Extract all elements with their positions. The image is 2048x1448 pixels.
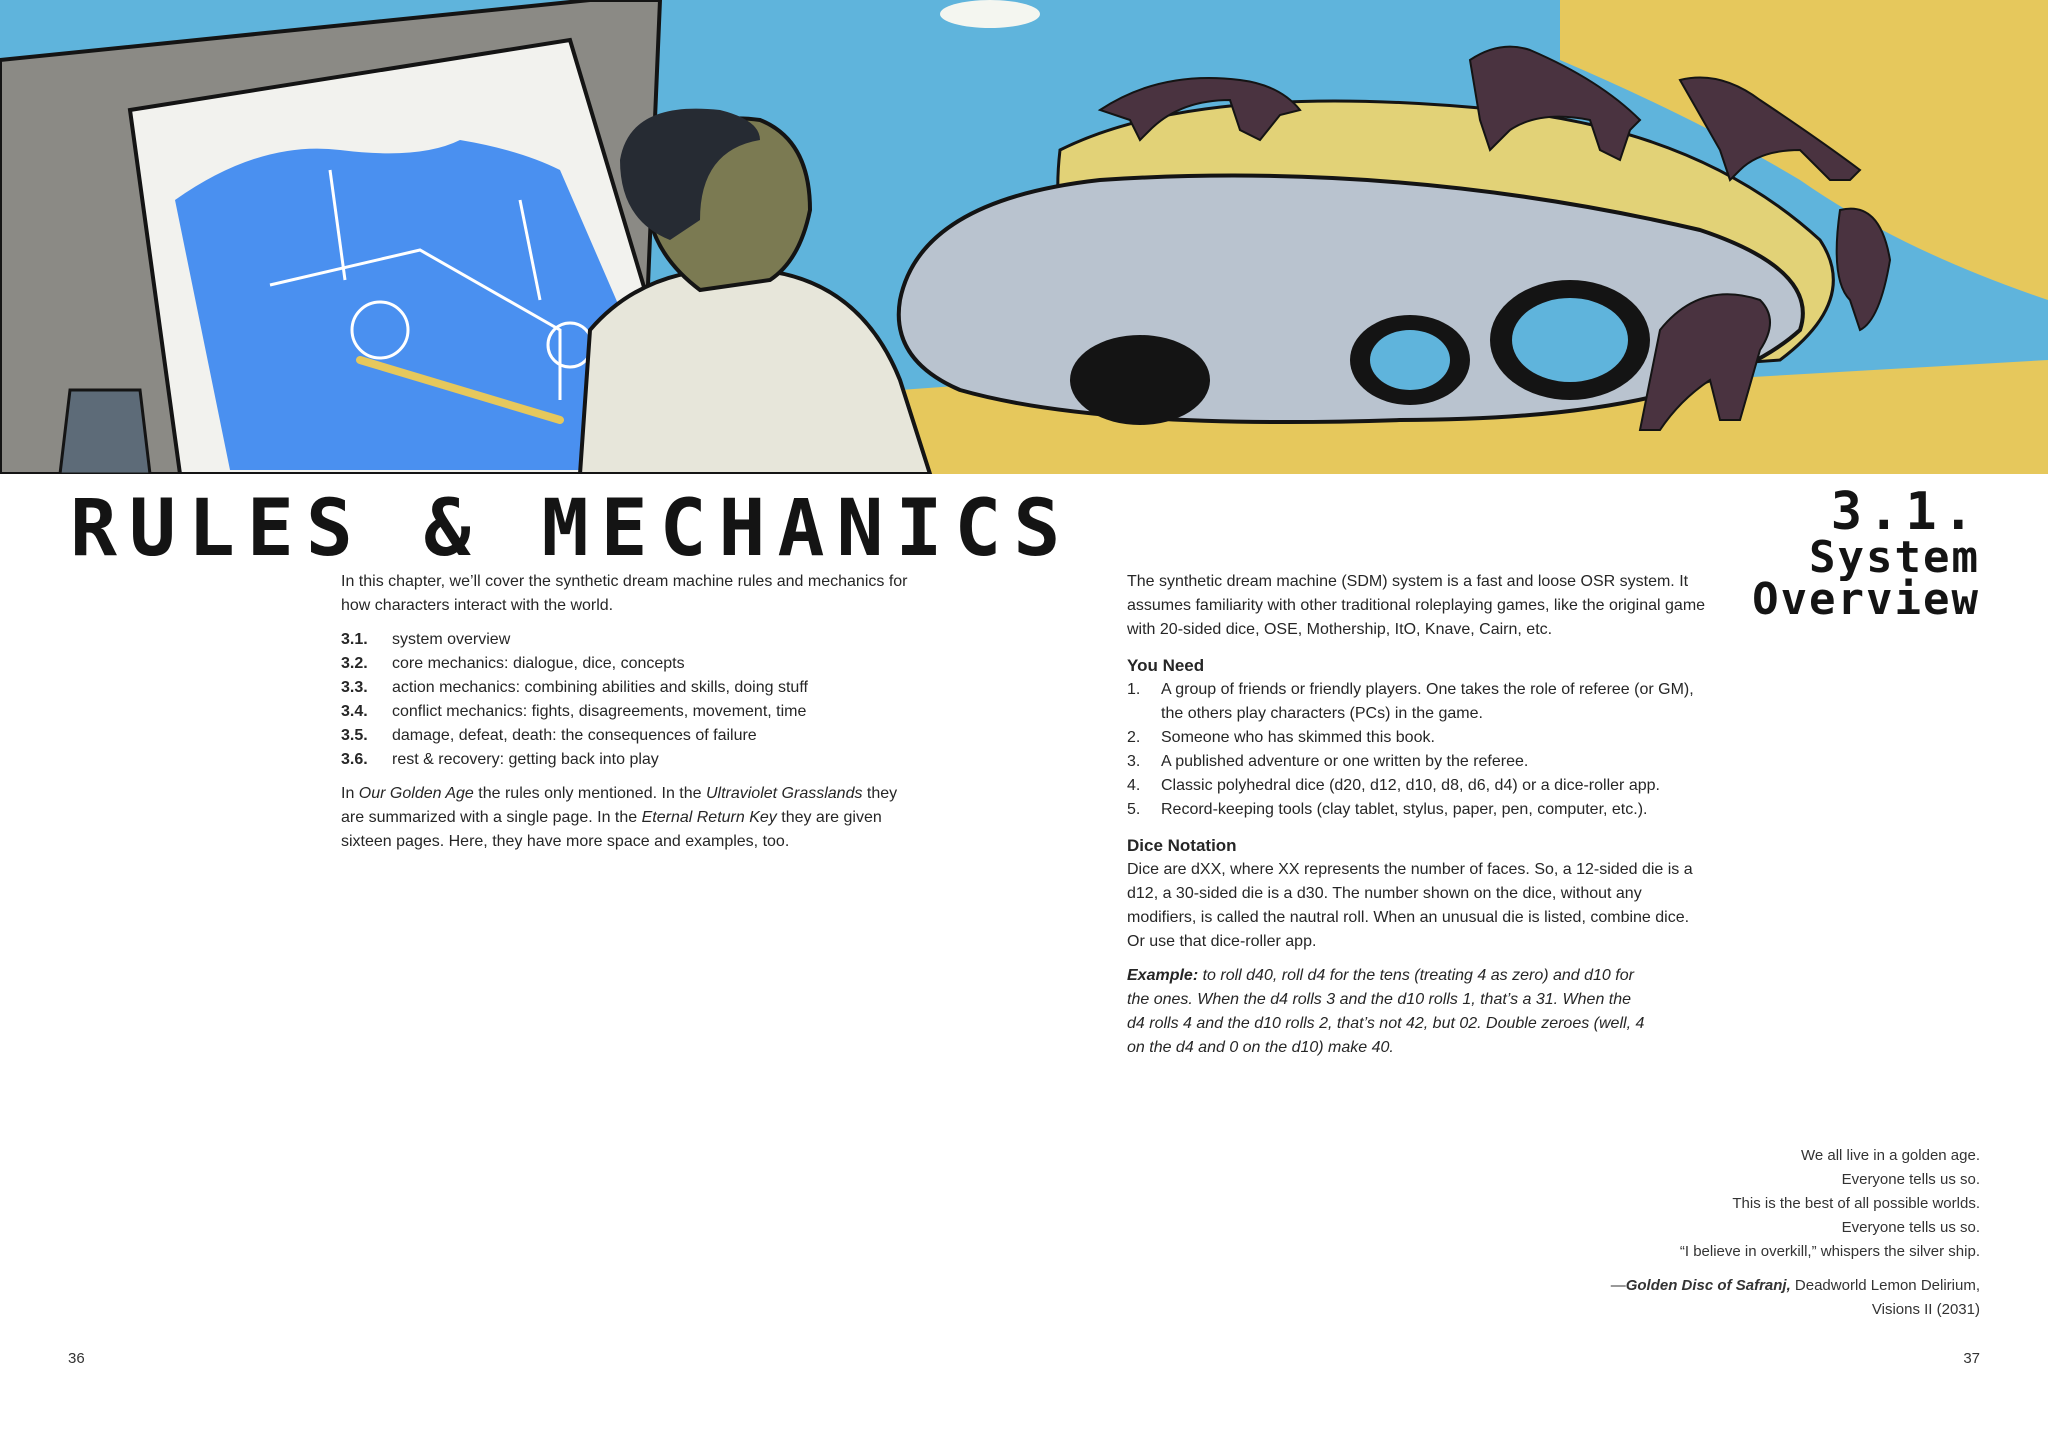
toc-item — [341, 700, 921, 724]
system-intro: The synthetic dream machine (SDM) system is a fast and loose OSR system. It assumes familiarity with other traditional roleplaying games, like the original game with 20-sided dice, OSE, Mothership, ItO, Knave, Cairn, etc. — [1127, 573, 1706, 638]
ship-hole — [1070, 335, 1210, 425]
need-text: Classic polyhedral dice (d20, d12, d10, d8, d6, d4) or a dice-roller app. — [1161, 777, 1660, 794]
epigraph-attribution — [1460, 1274, 1980, 1298]
toc-text: core mechanics: dialogue, dice, concepts — [392, 655, 685, 672]
need-number: 1. — [1127, 681, 1141, 698]
attribution-dash: — — [1610, 1277, 1626, 1294]
need-item — [1127, 726, 1707, 750]
book-title-eternal-return-key: Eternal Return Key — [641, 809, 777, 826]
attribution-source: Golden Disc of Safranj, — [1625, 1277, 1791, 1294]
book-title-ultraviolet-grasslands: Ultraviolet Grasslands — [705, 785, 863, 802]
epigraph-attribution-line2: Visions II (2031) — [1871, 1301, 1980, 1318]
ship-hole-sky — [1512, 298, 1628, 382]
need-text: Someone who has skimmed this book. — [1161, 729, 1435, 746]
paint-pot — [60, 390, 150, 474]
outro-text: they are given sixteen pages. Here, they have more space and examples, too. — [341, 809, 882, 850]
need-text: A published adventure or one written by the referee. — [1161, 753, 1529, 770]
toc-text: rest & recovery: getting back into play — [392, 751, 659, 768]
need-text: Record-keeping tools (clay tablet, stylus, paper, pen, computer, etc.). — [1161, 801, 1648, 818]
epigraph-line: We all live in a golden age. — [1800, 1147, 1980, 1164]
section-number: 3.1. — [1830, 482, 1980, 542]
book-title-our-golden-age: Our Golden Age — [358, 785, 474, 802]
section-name-line2: Overview — [1752, 574, 1980, 626]
dice-notation-text: Dice are dXX, where XX represents the number of faces. So, a 12-sided die is a d12, a 30-sided die is a d30. The number shown on the dice, without any modifiers, is called the nautral roll. When an unusual die is listed, combine dice. Or use that dice-roller app. — [1127, 861, 1693, 950]
toc-number: 3.5. — [341, 727, 368, 744]
chapter-toc — [341, 628, 921, 772]
toc-number: 3.2. — [341, 655, 368, 672]
chapter-title: RULES & MECHANICS — [70, 484, 1073, 574]
need-number: 4. — [1127, 777, 1141, 794]
need-number: 3. — [1127, 753, 1141, 770]
toc-text: system overview — [392, 631, 511, 648]
chapter-intro: In this chapter, we’ll cover the synthetic dream machine rules and mechanics for how characters interact with the world. — [341, 573, 908, 614]
dice-notation-heading: Dice Notation — [1127, 836, 1237, 855]
example-label: Example: — [1127, 967, 1199, 984]
you-need-heading: You Need — [1127, 656, 1205, 675]
attribution-rest: Deadworld Lemon Delirium, — [1790, 1277, 1980, 1294]
toc-item — [341, 724, 921, 748]
ship-hole-sky — [1370, 330, 1450, 390]
cloud — [940, 0, 1040, 28]
need-item — [1127, 774, 1707, 798]
epigraph-line: “I believe in overkill,” whispers the silver ship. — [1679, 1243, 1980, 1260]
epigraph-line: This is the best of all possible worlds. — [1732, 1195, 1980, 1212]
chapter-outro — [341, 782, 921, 854]
need-item — [1127, 798, 1707, 822]
toc-number: 3.1. — [341, 631, 368, 648]
toc-text: conflict mechanics: fights, disagreements, movement, time — [392, 703, 807, 720]
epigraph — [1460, 1144, 1980, 1322]
epigraph-line: Everyone tells us so. — [1841, 1219, 1980, 1236]
example-text: to roll d40, roll d4 for the tens (treating 4 as zero) and d10 for the ones. When the d4 rolls 3 and the d10 rolls 1, that’s a 31. When the d4 rolls 4 and the d10 rolls 2, that’s not 42, but 02. Double zeroes (well, 4 on the d4 and 0 on the d10) make 40. — [1127, 967, 1645, 1056]
section-name-line1: System — [1809, 532, 1980, 584]
toc-item — [341, 652, 921, 676]
section-heading — [1752, 482, 1980, 626]
epigraph-line: Everyone tells us so. — [1841, 1171, 1980, 1188]
toc-item — [341, 748, 921, 772]
you-need-list — [1127, 678, 1707, 822]
toc-text: action mechanics: combining abilities and skills, doing stuff — [392, 679, 808, 696]
outro-text: In — [341, 785, 359, 802]
need-text: A group of friends or friendly players. One takes the role of referee (or GM), the others play characters (PCs) in the game. — [1161, 681, 1694, 722]
outro-text: they are summarized with a single page. In the — [341, 785, 898, 826]
page-number-right: 37 — [1963, 1350, 1980, 1367]
toc-item — [341, 676, 921, 700]
illustration-svg — [0, 0, 2048, 474]
dice-example — [1127, 964, 1647, 1060]
need-number: 2. — [1127, 729, 1141, 746]
need-item — [1127, 750, 1707, 774]
page-number-left: 36 — [68, 1350, 85, 1367]
toc-number: 3.6. — [341, 751, 368, 768]
toc-number: 3.3. — [341, 679, 368, 696]
need-item — [1127, 678, 1707, 726]
need-number: 5. — [1127, 801, 1141, 818]
toc-text: damage, defeat, death: the consequences of failure — [392, 727, 757, 744]
toc-item — [341, 628, 921, 652]
left-column — [341, 570, 921, 864]
outro-text: the rules only mentioned. In the — [473, 785, 706, 802]
right-column — [1127, 570, 1707, 1070]
toc-number: 3.4. — [341, 703, 368, 720]
banner-illustration — [0, 0, 2048, 474]
